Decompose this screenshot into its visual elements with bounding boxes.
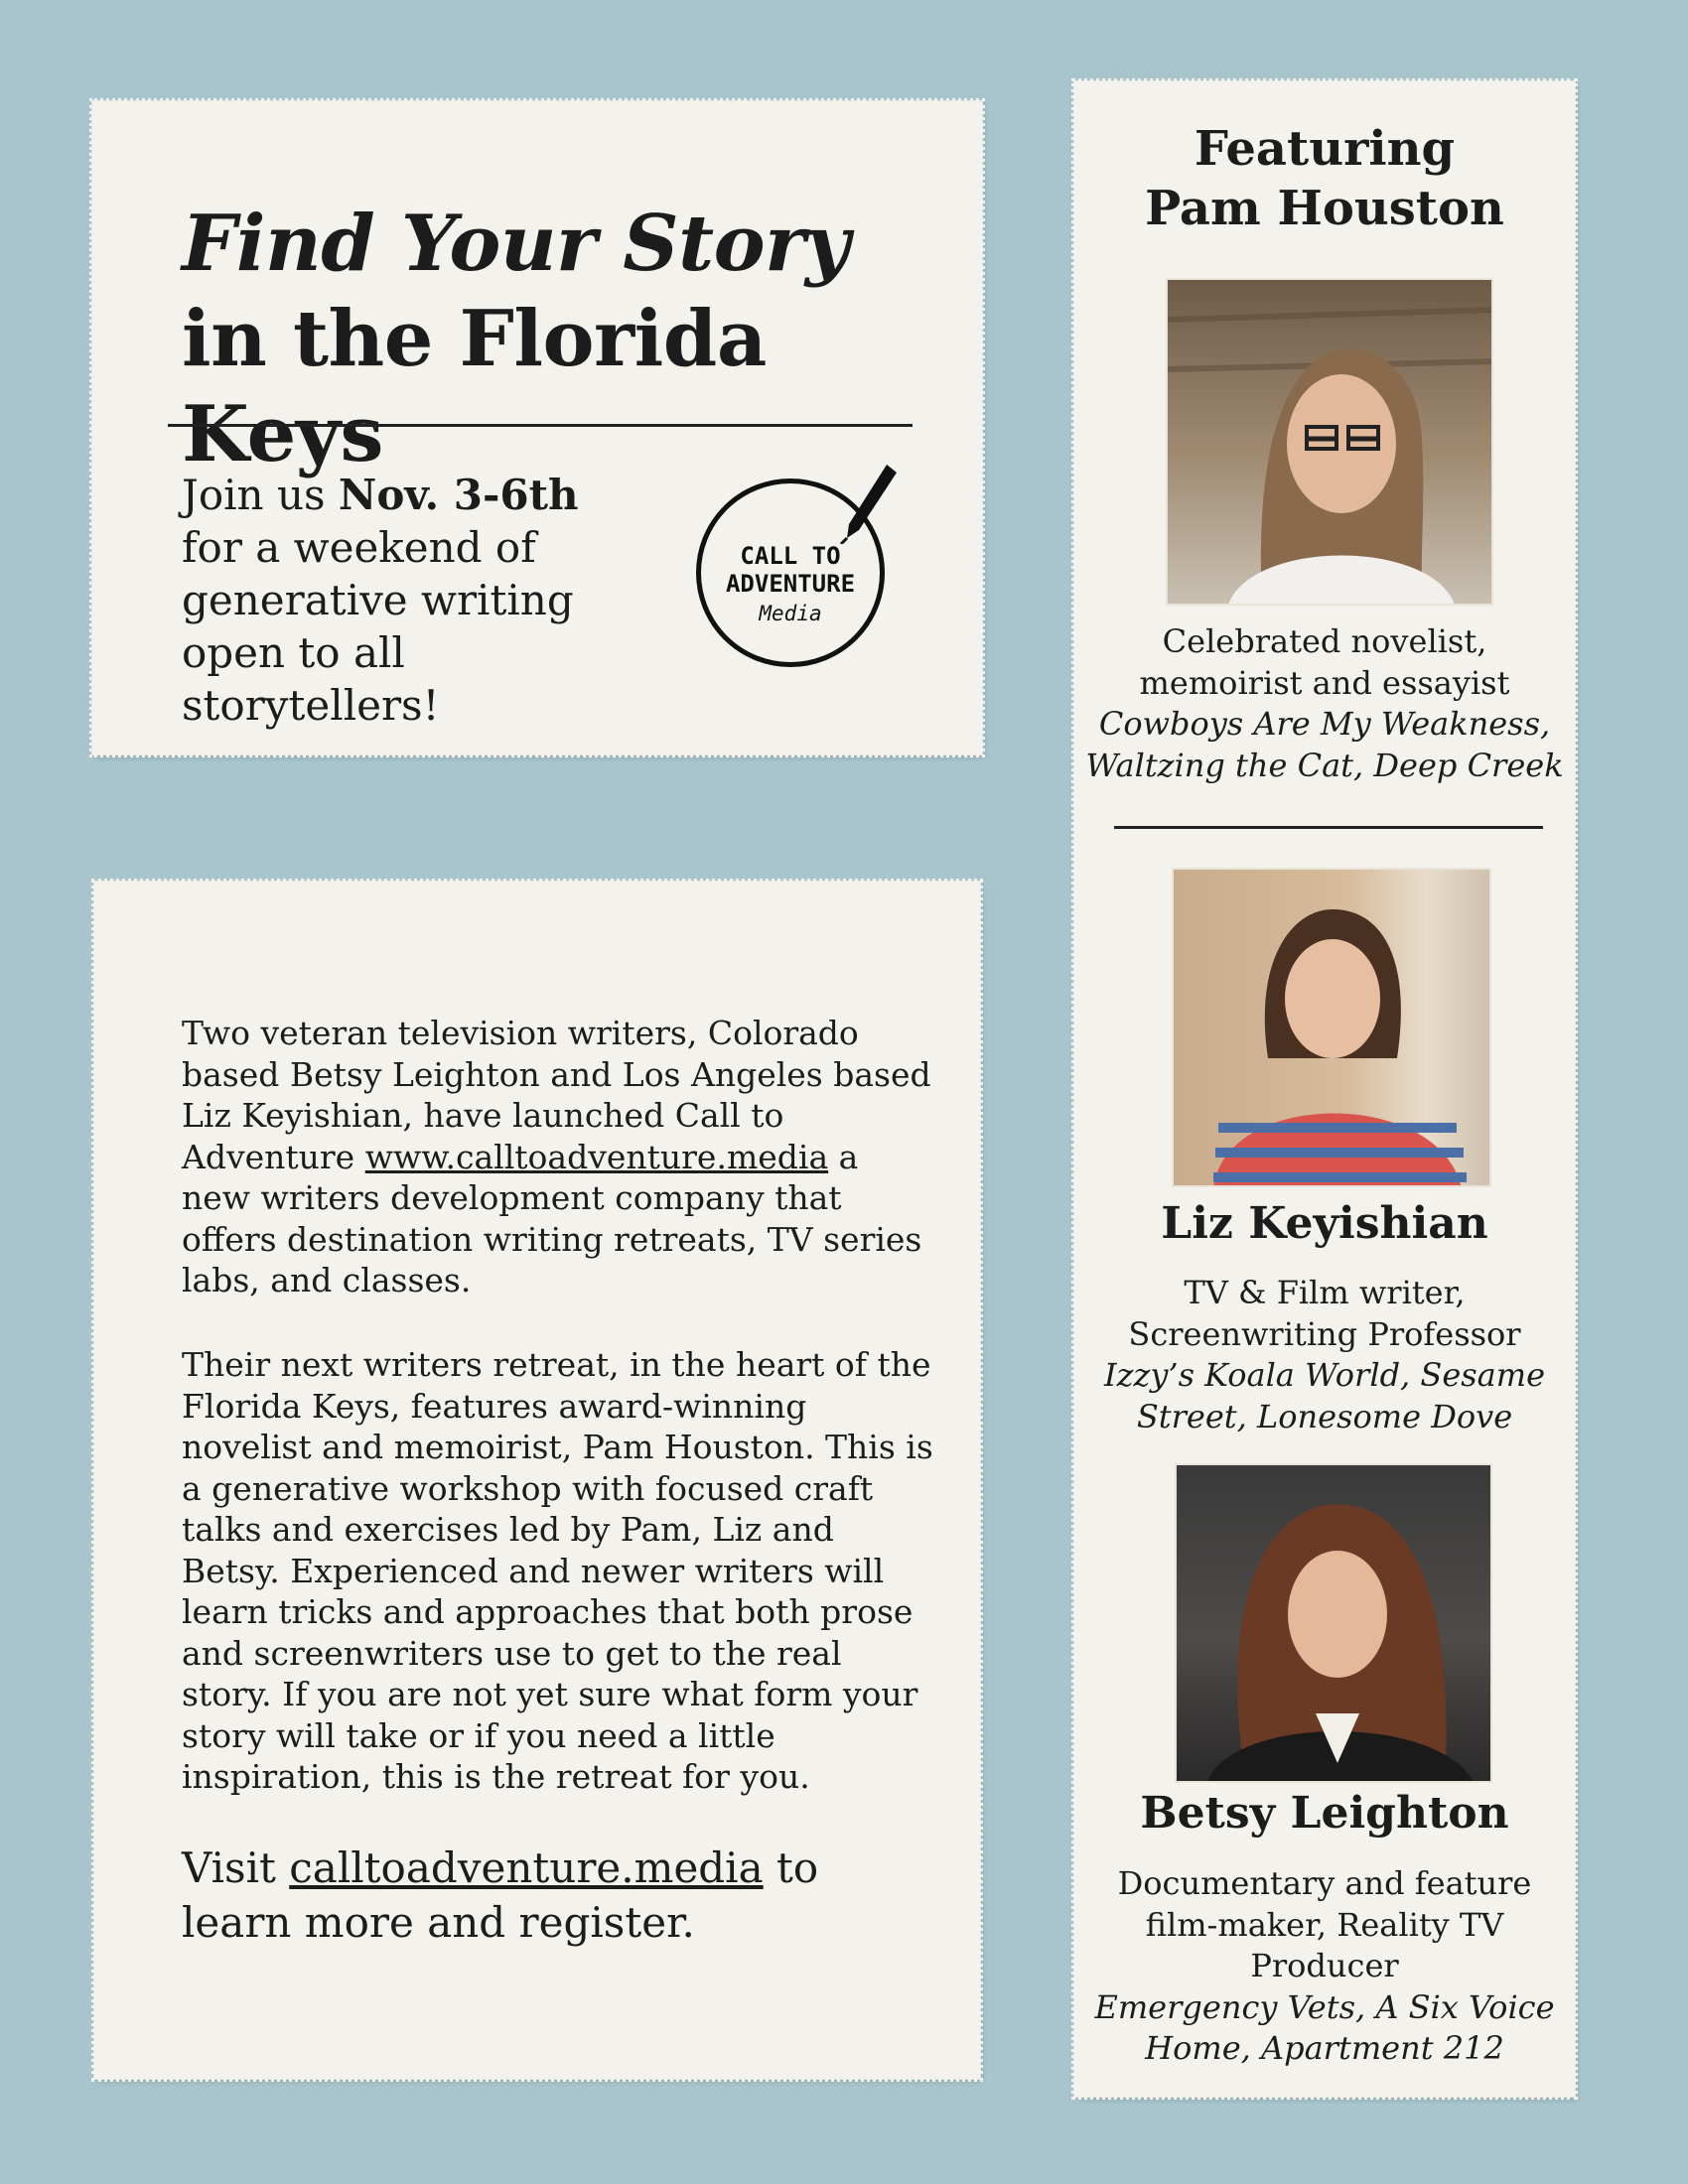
pam-bio — [1084, 621, 1565, 786]
betsy-name: Betsy Leighton — [1140, 1788, 1509, 1839]
visit-prefix: Visit — [182, 1843, 290, 1892]
description-card — [94, 882, 980, 2079]
title-card — [92, 101, 982, 754]
call-to-adventure-logo — [688, 461, 902, 674]
liz-name: Liz Keyishian — [1161, 1198, 1488, 1249]
logo-line-2: ADVENTURE — [725, 570, 856, 598]
liz-bio-text: TV & Film writer, Screenwriting Professor — [1128, 1274, 1521, 1353]
intro-paragraph — [182, 1013, 936, 1301]
register-link[interactable]: calltoadventure.media — [289, 1843, 764, 1892]
featured-name: Pam Houston — [1145, 181, 1504, 236]
pam-divider — [1114, 826, 1543, 829]
headline-italic: Find Your Story — [182, 199, 850, 289]
betsy-bio-text: Documentary and feature film-maker, Reality TV Producer — [1117, 1864, 1532, 1984]
liz-bio — [1084, 1273, 1565, 1437]
invite-suffix: for a weekend of generative writing open to all storytellers! — [182, 523, 574, 730]
betsy-works: Emergency Vets, A Six Voice Home, Apartment 212 — [1094, 1987, 1555, 2067]
pen-icon — [837, 461, 901, 544]
intro-text-end: a new writers development company that offers destination writing retreats, TV series labs, and classes. — [182, 1137, 922, 1299]
visit-suffix: to learn more and register. — [182, 1843, 819, 1947]
liz-works: Izzy’s Koala World, Sesame Street, Lonesome Dove — [1103, 1356, 1546, 1435]
invite-dates: Nov. 3-6th — [338, 471, 579, 519]
logo-line-1: CALL TO — [740, 542, 841, 570]
visit-call-to-action — [182, 1841, 916, 1950]
betsy-bio — [1084, 1863, 1565, 2070]
headline-rest: in the Florida Keys — [182, 294, 767, 479]
liz-keyishian-photo — [1172, 868, 1491, 1187]
featured-card — [1074, 81, 1575, 2097]
pam-bio-text: Celebrated novelist, memoirist and essayist — [1139, 622, 1510, 702]
title-divider — [168, 424, 913, 427]
invite-text — [182, 469, 648, 732]
betsy-leighton-photo — [1175, 1463, 1492, 1783]
featuring-heading — [1074, 119, 1575, 238]
headline — [182, 197, 916, 482]
pam-works: Cowboys Are My Weakness, Waltzing the Cat, Deep Creek — [1085, 705, 1564, 784]
intro-text: Two veteran television writers, Colorado based Betsy Leighton and Los Angeles based Liz Keyishian, have launched Call to Adventure — [182, 1014, 931, 1176]
invite-prefix: Join us — [182, 471, 339, 519]
retreat-paragraph: Their next writers retreat, in the heart of the Florida Keys, features award-winning novelist and memoirist, Pam Houston. This is a generative workshop with focused craft talks and exercises led by Pam, Liz and Betsy. Experienced and newer writers will learn tricks and approaches that both prose and screenwriters use to get to the real story. If you are not yet sure what form your story will take or if you need a little inspiration, this is the retreat for you. — [182, 1345, 933, 1796]
pam-houston-photo — [1166, 278, 1493, 606]
logo-line-3: Media — [759, 602, 822, 625]
featuring-label: Featuring — [1194, 121, 1456, 177]
website-link[interactable]: www.calltoadventure.media — [364, 1137, 829, 1176]
